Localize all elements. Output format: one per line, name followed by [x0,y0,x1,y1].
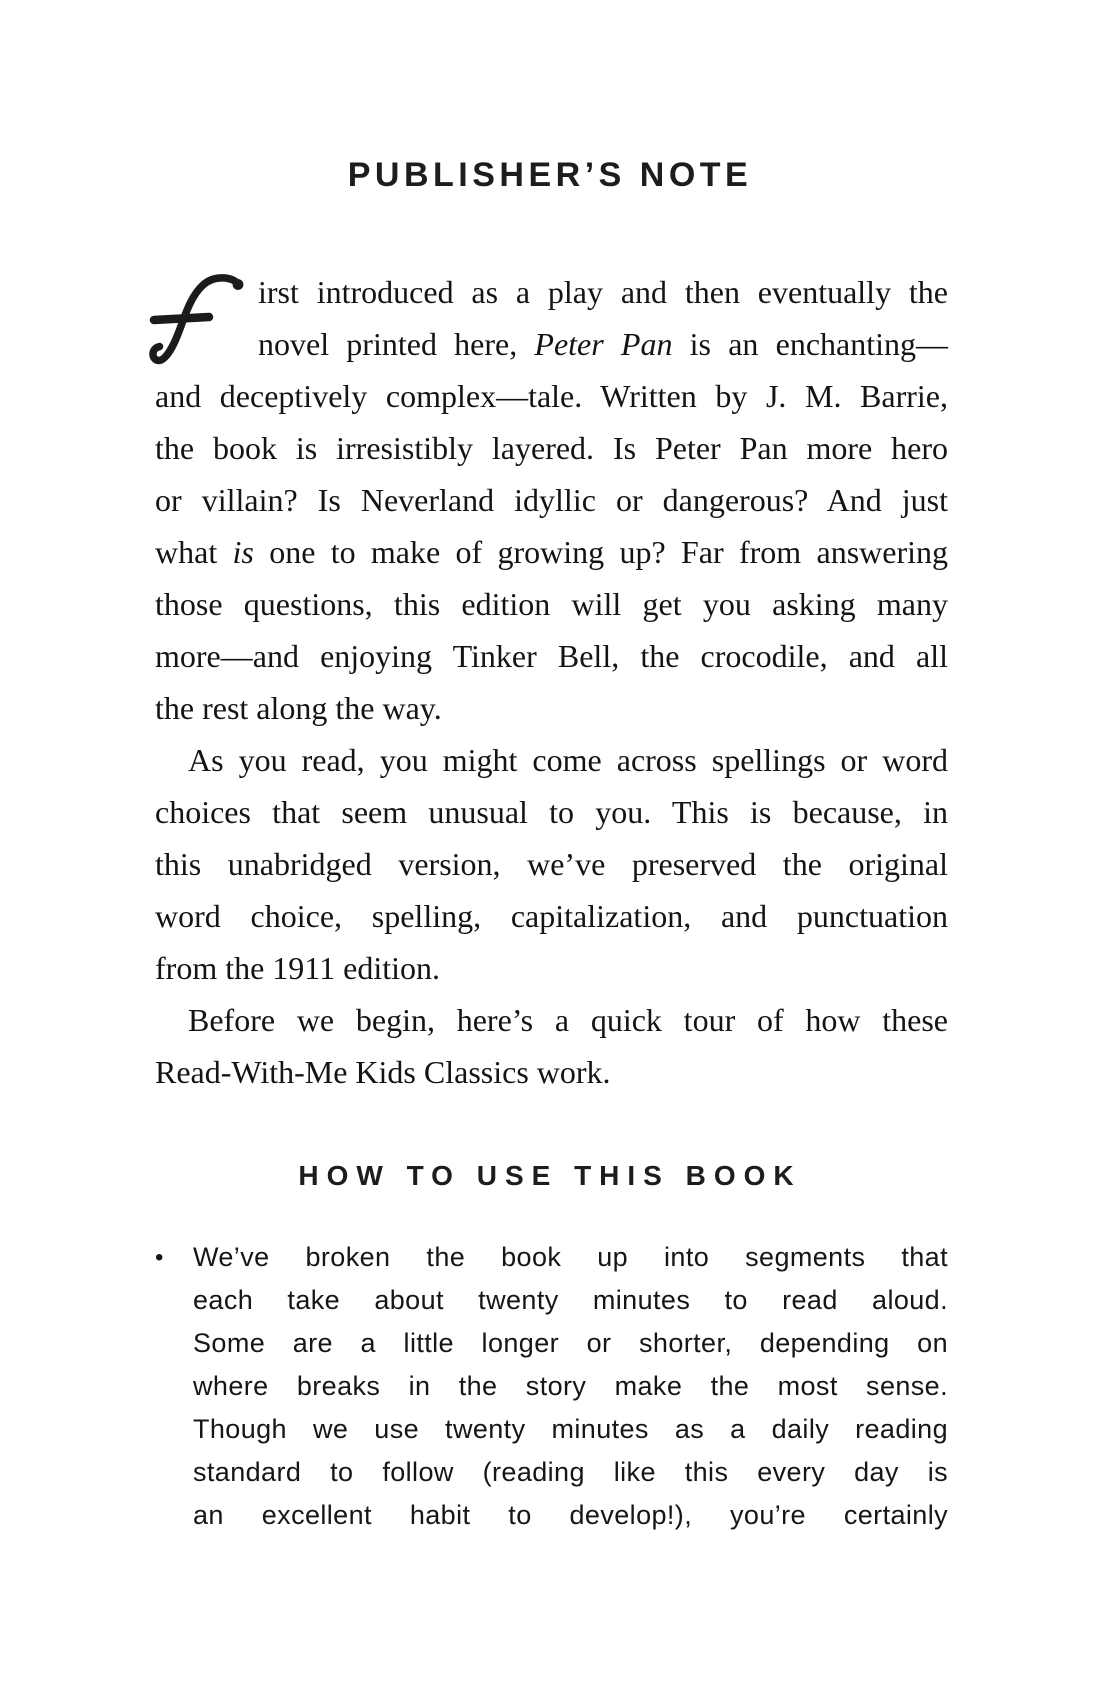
bullet-text [193,1236,948,1537]
text-line: and deceptively complex—tale. Written by J. M. Barrie, [155,378,948,414]
text-line: We’ve broken the book up into segments that [193,1242,948,1272]
text-line: irst introduced as a play and then eventually the [258,274,948,310]
bullet-item [155,1236,948,1537]
italic-book-title: Peter Pan [534,326,673,362]
publishers-note-body [155,266,948,1098]
text-line: this unabridged version, we’ve preserved the original [155,846,948,882]
text-line: an excellent habit to develop!), you’re certainly [193,1500,948,1530]
text-line: what is one to make of growing up? Far from answering [155,534,949,570]
paragraph [155,994,948,1098]
paragraph [155,266,948,734]
text-line: As you read, you might come across spellings or word [188,742,948,778]
text-line: those questions, this edition will get you asking many [155,586,948,622]
publishers-note-heading: PUBLISHER’S NOTE [347,156,753,194]
text-line: choices that seem unusual to you. This is because, in [155,794,948,830]
how-to-use-heading: HOW TO USE THIS BOOK [298,1160,802,1191]
text-line: standard to follow (reading like this every day is [193,1457,948,1487]
text-line: more—and enjoying Tinker Bell, the crocodile, and all [155,638,948,674]
text-line: Though we use twenty minutes as a daily reading [193,1414,948,1444]
bullet-marker: • [155,1244,164,1271]
italic-emphasis: is [232,534,254,570]
text-line: where breaks in the story make the most sense. [193,1371,948,1401]
text-line: from the 1911 edition. [155,950,440,986]
paragraph [155,734,948,994]
text-line: Read-With-Me Kids Classics work. [155,1054,611,1090]
text-line: each take about twenty minutes to read aloud. [193,1285,948,1315]
text-line: the book is irresistibly layered. Is Peter Pan more hero [155,430,948,466]
text-line: word choice, spelling, capitalization, and punctuation [155,898,948,934]
text-line: the rest along the way. [155,690,442,726]
text-line: or villain? Is Neverland idyllic or dangerous? And just [155,482,948,518]
text-line: Before we begin, here’s a quick tour of how these [188,1002,948,1038]
text-line: novel printed here, Peter Pan is an enchanting— [258,326,948,362]
text-line: Some are a little longer or shorter, depending on [193,1328,948,1358]
